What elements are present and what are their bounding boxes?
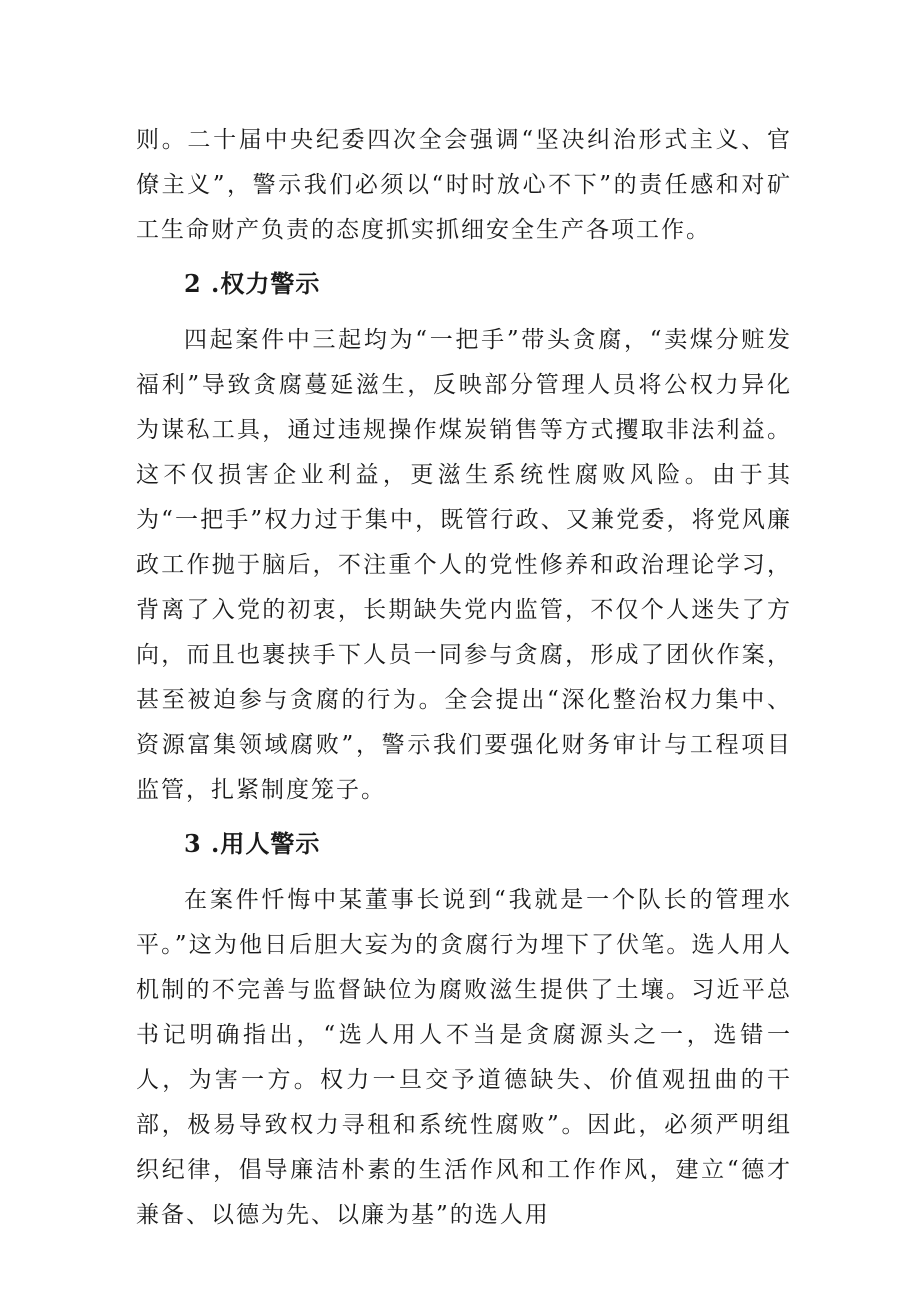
spacer: [136, 813, 792, 821]
spacer: [136, 306, 792, 318]
document-body: [136, 118, 792, 1238]
paragraph-continuation: 则。二十届中央纪委四次全会强调“坚决纠治形式主义、官僚主义”，警示我们必须以“时时放心不下”的责任感和对矿工生命财产负责的态度抓实抓细安全生产各项工作。: [136, 127, 792, 243]
spacer: [136, 866, 792, 878]
paragraph-power-warning: 四起案件中三起均为“一把手”带头贪腐，“卖煤分赃发福利”导致贪腐蔓延滋生，反映部分管理人员将公权力异化为谋私工具，通过违规操作煤炭销售等方式攫取非法利益。这不仅损害企业利益，更滋生系统性腐败风险。由于其为“一把手”权力过于集中，既管行政、又兼党委，将党风廉政工作抛于脑后，不注重个人的党性修养和政治理论学习，背离了入党的初衷，长期缺失党内监管，不仅个人迷失了方向，而且也裹挟手下人员一同参与贪腐，形成了团伙作案，甚至被迫参与贪腐的行为。全会提出“深化整治权力集中、资源富集领域腐败”，警示我们要强化财务审计与工程项目监管，扎紧制度笼子。: [136, 327, 792, 803]
section-heading-personnel-warning: 3 .用人警示: [184, 829, 321, 858]
paragraph-personnel-warning: 在案件忏悔中某董事长说到“我就是一个队长的管理水平。”这为他日后胆大妄为的贪腐行为埋下了伏笔。选人用人机制的不完善与监督缺位为腐败滋生提供了土壤。习近平总书记明确指出，“选人用人不当是贪腐源头之一，选错一人，为害一方。权力一旦交予道德缺失、价值观扭曲的干部，极易导致权力寻租和系统性腐败”。因此，必须严明组织纪律，倡导廉洁朴素的生活作风和工作作风，建立“德才兼备、以德为先、以廉为基”的选人用: [136, 887, 792, 1228]
section-heading-power-warning: 2 .权力警示: [184, 269, 321, 298]
spacer: [136, 253, 792, 261]
